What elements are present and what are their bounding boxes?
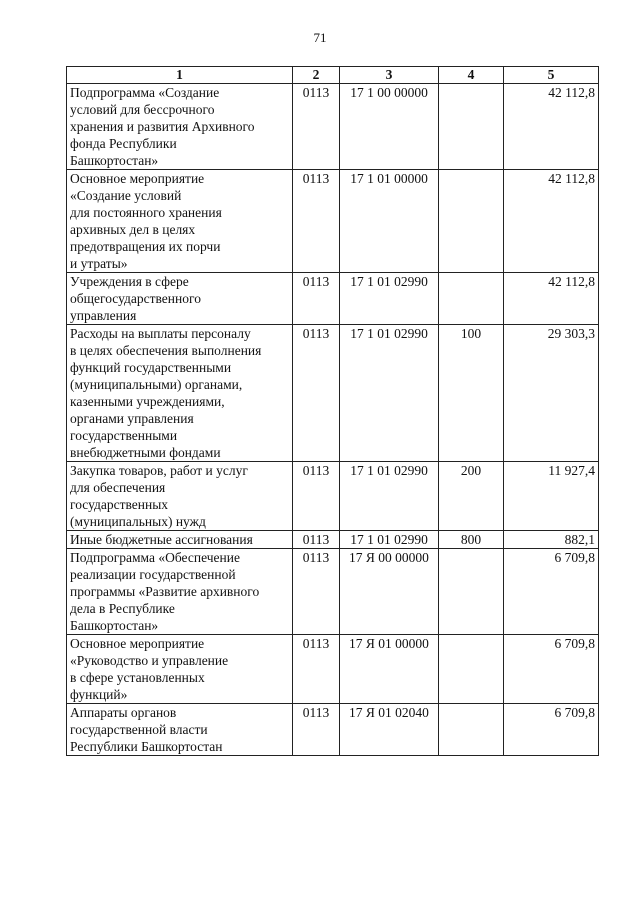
row-section-code: 0113 — [293, 325, 340, 462]
row-expense-type — [439, 549, 504, 635]
row-expense-type — [439, 170, 504, 273]
row-section-code: 0113 — [293, 531, 340, 549]
row-amount: 6 709,8 — [504, 635, 599, 704]
header-col-1: 1 — [67, 67, 293, 84]
row-expense-type — [439, 273, 504, 325]
row-expense-type — [439, 84, 504, 170]
table-row — [67, 549, 599, 635]
row-target-article: 17 1 01 02990 — [340, 462, 439, 531]
header-row — [67, 67, 599, 84]
page-number: 71 — [313, 30, 327, 45]
budget-table — [66, 66, 599, 756]
row-expense-type: 800 — [439, 531, 504, 549]
table-row — [67, 704, 599, 756]
row-section-code: 0113 — [293, 84, 340, 170]
row-name: Подпрограмма «Создание условий для бессрочного хранения и развития Архивного фонда Республики Башкортостан» — [67, 84, 293, 170]
row-section-code: 0113 — [293, 170, 340, 273]
row-amount: 42 112,8 — [504, 170, 599, 273]
table-row — [67, 84, 599, 170]
row-amount: 882,1 — [504, 531, 599, 549]
row-target-article: 17 1 01 00000 — [340, 170, 439, 273]
table-row — [67, 273, 599, 325]
row-target-article: 17 1 01 02990 — [340, 273, 439, 325]
row-name: Учреждения в сфере общегосударственного управления — [67, 273, 293, 325]
row-amount: 11 927,4 — [504, 462, 599, 531]
row-section-code: 0113 — [293, 549, 340, 635]
row-amount: 6 709,8 — [504, 549, 599, 635]
header-col-5: 5 — [504, 67, 599, 84]
table-row — [67, 462, 599, 531]
row-name: Подпрограмма «Обеспечение реализации государственной программы «Развитие архивного дела в Республике Башкортостан» — [67, 549, 293, 635]
table-header — [67, 67, 599, 84]
row-name: Основное мероприятие «Руководство и управление в сфере установленных функций» — [67, 635, 293, 704]
header-col-2: 2 — [293, 67, 340, 84]
row-name: Аппараты органов государственной власти Республики Башкортостан — [67, 704, 293, 756]
row-section-code: 0113 — [293, 273, 340, 325]
row-target-article: 17 1 01 02990 — [340, 531, 439, 549]
row-name: Расходы на выплаты персоналу в целях обеспечения выполнения функций государственными (муниципальными) органами, казенными учреждениями, органами управления государственными внебюджетными фондами — [67, 325, 293, 462]
row-name: Закупка товаров, работ и услуг для обеспечения государственных (муниципальных) нужд — [67, 462, 293, 531]
table-row — [67, 325, 599, 462]
header-col-3: 3 — [340, 67, 439, 84]
row-section-code: 0113 — [293, 462, 340, 531]
row-amount: 6 709,8 — [504, 704, 599, 756]
header-col-4: 4 — [439, 67, 504, 84]
row-amount: 42 112,8 — [504, 84, 599, 170]
row-section-code: 0113 — [293, 704, 340, 756]
row-target-article: 17 1 01 02990 — [340, 325, 439, 462]
row-target-article: 17 Я 01 02040 — [340, 704, 439, 756]
row-amount: 42 112,8 — [504, 273, 599, 325]
row-expense-type — [439, 635, 504, 704]
row-target-article: 17 1 00 00000 — [340, 84, 439, 170]
row-target-article: 17 Я 01 00000 — [340, 635, 439, 704]
table-row — [67, 531, 599, 549]
row-target-article: 17 Я 00 00000 — [340, 549, 439, 635]
row-amount: 29 303,3 — [504, 325, 599, 462]
row-name: Иные бюджетные ассигнования — [67, 531, 293, 549]
row-section-code: 0113 — [293, 635, 340, 704]
row-expense-type — [439, 704, 504, 756]
table-row — [67, 635, 599, 704]
table-row — [67, 170, 599, 273]
row-expense-type: 100 — [439, 325, 504, 462]
table-body — [67, 84, 599, 756]
row-expense-type: 200 — [439, 462, 504, 531]
row-name: Основное мероприятие «Создание условий для постоянного хранения архивных дел в целях предотвращения их порчи и утраты» — [67, 170, 293, 273]
